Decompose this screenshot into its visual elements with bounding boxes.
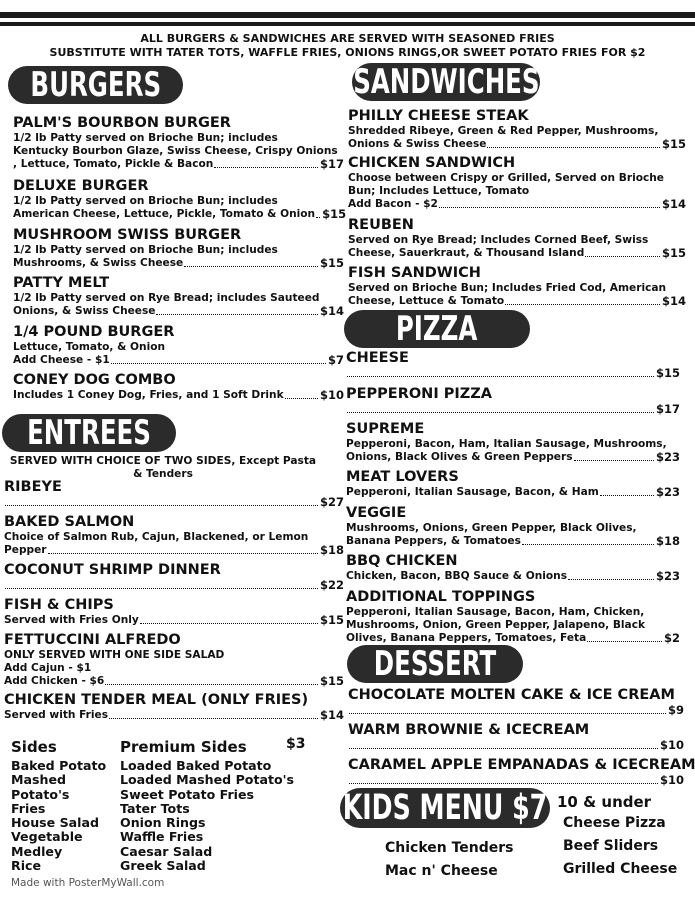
kids-age: 10 & under <box>557 793 652 811</box>
entree-item <box>4 514 344 557</box>
notice-line-2: SUBSTITUTE WITH TATER TOTS, WAFFLE FRIES, ONIONS RINGS,OR SWEET POTATO FRIES FOR $2 <box>49 46 646 59</box>
item-price-line: Onions & Swiss Cheese $15 <box>348 137 686 151</box>
entree-item <box>4 632 344 688</box>
sides-title: Sides <box>11 738 57 756</box>
item-price-line: Served with Fries Only $15 <box>4 613 344 627</box>
item-desc: Choice of Salmon Rub, Cajun, Blackened, or Lemon <box>4 531 309 543</box>
kids-item: Cheese Pizza <box>563 815 666 831</box>
pizza-item <box>346 469 680 499</box>
dessert-item <box>348 757 695 787</box>
item-name: PATTY MELT <box>13 275 110 291</box>
kids-item: Mac n' Cheese <box>385 863 498 879</box>
side-item: Potato's <box>11 786 70 802</box>
premium-side-item: Onion Rings <box>120 815 206 831</box>
item-price-line: Cheese, Sauerkraut, & Thousand Island $15 <box>348 246 686 260</box>
burger-item <box>13 324 344 367</box>
entree-item <box>4 692 344 722</box>
item-price-line: Pepper $18 <box>4 543 344 557</box>
premium-side-item: Loaded Mashed Potato's <box>120 772 294 788</box>
item-desc: Served on Brioche Bun; Includes Fried Cod, American <box>348 282 667 294</box>
item-price-line: Onions, Black Olives & Green Peppers $23 <box>346 450 680 464</box>
item-price-line: Chicken, Bacon, BBQ Sauce & Onions $23 <box>346 569 680 583</box>
item-name: WARM BROWNIE & ICECREAM <box>348 722 590 738</box>
premium-sides-title: Premium Sides <box>120 738 247 756</box>
top-bar-2 <box>0 22 695 26</box>
item-name: CHICKEN TENDER MEAL (ONLY FRIES) <box>4 692 309 708</box>
item-price-line: Add Bacon - $2 $14 <box>348 197 686 211</box>
pizza-item <box>346 505 680 548</box>
item-desc: Kentucky Bourbon Glaze, Swiss Cheese, Crispy Onions <box>13 145 338 157</box>
kids-col-1 <box>385 837 514 883</box>
pizza-item <box>346 386 680 416</box>
item-name: MEAT LOVERS <box>346 469 459 485</box>
item-name: VEGGIE <box>346 505 407 521</box>
item-desc: Pepperoni, Bacon, Ham, Italian Sausage, Mushrooms, <box>346 438 667 450</box>
footer-credit: Made with PosterMyWall.com <box>11 877 165 889</box>
item-desc: 1/2 lb Patty served on Brioche Bun; includes <box>13 195 278 207</box>
premium-side-item: Loaded Baked Potato <box>120 758 272 773</box>
item-price-line: Banana Peppers, & Tomatoes $18 <box>346 534 680 548</box>
item-desc: ONLY SERVED WITH ONE SIDE SALAD <box>4 649 225 661</box>
side-item: Mashed <box>11 772 67 788</box>
item-name: 1/4 POUND BURGER <box>13 324 175 340</box>
item-desc: Served on Rye Bread; Includes Corned Beef, Swiss <box>348 234 649 246</box>
entree-item <box>4 597 344 627</box>
top-bar-1 <box>0 12 695 18</box>
item-price-line: $22 <box>4 579 344 592</box>
kids-menu-header: KIDS MENU $7 <box>340 788 550 828</box>
kids-col-2 <box>563 812 677 881</box>
item-price-line: Cheese, Lettuce & Tomato $14 <box>348 294 686 308</box>
item-name: PEPPERONI PIZZA <box>346 386 493 402</box>
burger-item <box>13 227 344 270</box>
item-desc: 1/2 lb Patty served on Brioche Bun; includes <box>13 244 278 256</box>
item-name: MUSHROOM SWISS BURGER <box>13 227 242 243</box>
item-desc: Mushrooms, Onion, Green Pepper, Jalapeno, Black <box>346 619 646 631</box>
item-name: CHOCOLATE MOLTEN CAKE & ICE CREAM <box>348 687 675 703</box>
item-name: CHEESE <box>346 350 409 366</box>
item-price-line: Includes 1 Coney Dog, Fries, and 1 Soft Drink $10 <box>13 388 344 402</box>
item-desc: Mushrooms, Onions, Green Pepper, Black Olives, <box>346 522 637 534</box>
item-name: FISH & CHIPS <box>4 597 114 613</box>
item-price-line: $27 <box>4 496 344 509</box>
item-name: FISH SANDWICH <box>348 265 481 281</box>
item-name: FETTUCCINI ALFREDO <box>4 632 181 648</box>
pizza-item <box>346 589 680 645</box>
side-item: Rice <box>11 858 42 874</box>
item-price-line: Pepperoni, Italian Sausage, Bacon, & Ham $23 <box>346 485 680 499</box>
kids-item: Beef Sliders <box>563 838 659 854</box>
item-name: RIBEYE <box>4 479 62 495</box>
item-name: BBQ CHICKEN <box>346 553 458 569</box>
item-name: CARAMEL APPLE EMPANADAS & ICECREAM <box>348 757 695 773</box>
item-price-line: Add Chicken - $6 $15 <box>4 674 344 688</box>
premium-side-item: Greek Salad <box>120 858 206 874</box>
premium-side-item: Waffle Fries <box>120 829 204 845</box>
item-desc: Add Cajun - $1 <box>4 662 92 674</box>
pizza-item <box>346 553 680 583</box>
item-price-line: American Cheese, Lettuce, Pickle, Tomato & Onion $15 <box>13 207 347 221</box>
sandwiches-header: SANDWICHES <box>352 62 540 102</box>
premium-side-item: Tater Tots <box>120 800 190 816</box>
item-price-line: , Lettuce, Tomato, Pickle & Bacon $17 <box>13 157 344 171</box>
item-price-line: Olives, Banana Peppers, Tomatoes, Feta $2 <box>346 631 680 645</box>
item-desc: Bun; Includes Lettuce, Tomato <box>348 185 530 197</box>
item-name: ADDITIONAL TOPPINGS <box>346 589 536 605</box>
dessert-header: DESSERT <box>347 645 523 683</box>
entree-item <box>4 479 344 509</box>
side-item: House Salad <box>11 815 99 831</box>
item-desc: Choose between Crispy or Grilled, Served on Brioche <box>348 172 664 184</box>
item-price-line: $9 <box>348 704 684 717</box>
sides-list <box>11 759 106 873</box>
dessert-item <box>348 722 684 752</box>
premium-sides-list <box>120 759 294 873</box>
item-name: CONEY DOG COMBO <box>13 372 176 388</box>
side-item: Medley <box>11 843 63 859</box>
notice-line-1: ALL BURGERS & SANDWICHES ARE SERVED WITH SEASONED FRIES <box>140 32 555 45</box>
burgers-header: BURGERS <box>8 66 183 104</box>
item-price-line: Served with Fries $14 <box>4 708 344 722</box>
item-price-line: Add Cheese - $1 $7 <box>13 353 344 367</box>
burger-item <box>13 178 347 221</box>
item-name: BAKED SALMON <box>4 514 135 530</box>
burger-item <box>13 372 344 402</box>
pizza-header: PIZZA <box>344 310 530 348</box>
item-desc: 1/2 lb Patty served on Brioche Bun; includes <box>13 132 278 144</box>
item-price-line: $10 <box>348 774 684 787</box>
pizza-item <box>346 350 680 380</box>
item-name: PALM'S BOURBON BURGER <box>13 115 231 131</box>
item-name: COCONUT SHRIMP DINNER <box>4 562 221 578</box>
side-item: Fries <box>11 800 46 816</box>
item-desc: Shredded Ribeye, Green & Red Pepper, Mushrooms, <box>348 125 659 137</box>
item-name: REUBEN <box>348 217 414 233</box>
premium-sides-price: $3 <box>286 736 306 752</box>
premium-side-item: Sweet Potato Fries <box>120 786 255 802</box>
item-name: PHILLY CHEESE STEAK <box>348 108 529 124</box>
item-name: DELUXE BURGER <box>13 178 149 194</box>
item-price-line: $10 <box>348 739 684 752</box>
entrees-note: SERVED WITH CHOICE OF TWO SIDES, Except Pasta & Tenders <box>9 455 317 480</box>
item-desc: Pepperoni, Italian Sausage, Bacon, Ham, Chicken, <box>346 606 645 618</box>
sandwich-item <box>348 265 686 308</box>
item-price-line: $15 <box>346 367 680 380</box>
item-name: CHICKEN SANDWICH <box>348 155 516 171</box>
sandwich-item <box>348 108 686 151</box>
pizza-item <box>346 421 680 464</box>
premium-side-item: Caesar Salad <box>120 843 213 859</box>
side-item: Baked Potato <box>11 758 107 773</box>
side-item: Vegetable <box>11 829 83 845</box>
item-price-line: $17 <box>346 403 680 416</box>
item-desc: Lettuce, Tomato, & Onion <box>13 341 166 353</box>
entree-item <box>4 562 344 592</box>
item-price-line: Onions, & Swiss Cheese $14 <box>13 304 344 318</box>
item-price-line: Mushrooms, & Swiss Cheese $15 <box>13 256 344 270</box>
sandwich-item <box>348 155 686 211</box>
item-name: SUPREME <box>346 421 425 437</box>
dessert-item <box>348 687 684 717</box>
kids-item: Chicken Tenders <box>385 840 514 856</box>
burger-item <box>13 115 344 171</box>
kids-item: Grilled Cheese <box>563 861 678 877</box>
item-desc: 1/2 lb Patty served on Rye Bread; includes Sauteed <box>13 292 320 304</box>
sandwich-item <box>348 217 686 260</box>
burger-item <box>13 275 344 318</box>
entrees-header: ENTREES <box>2 414 176 452</box>
